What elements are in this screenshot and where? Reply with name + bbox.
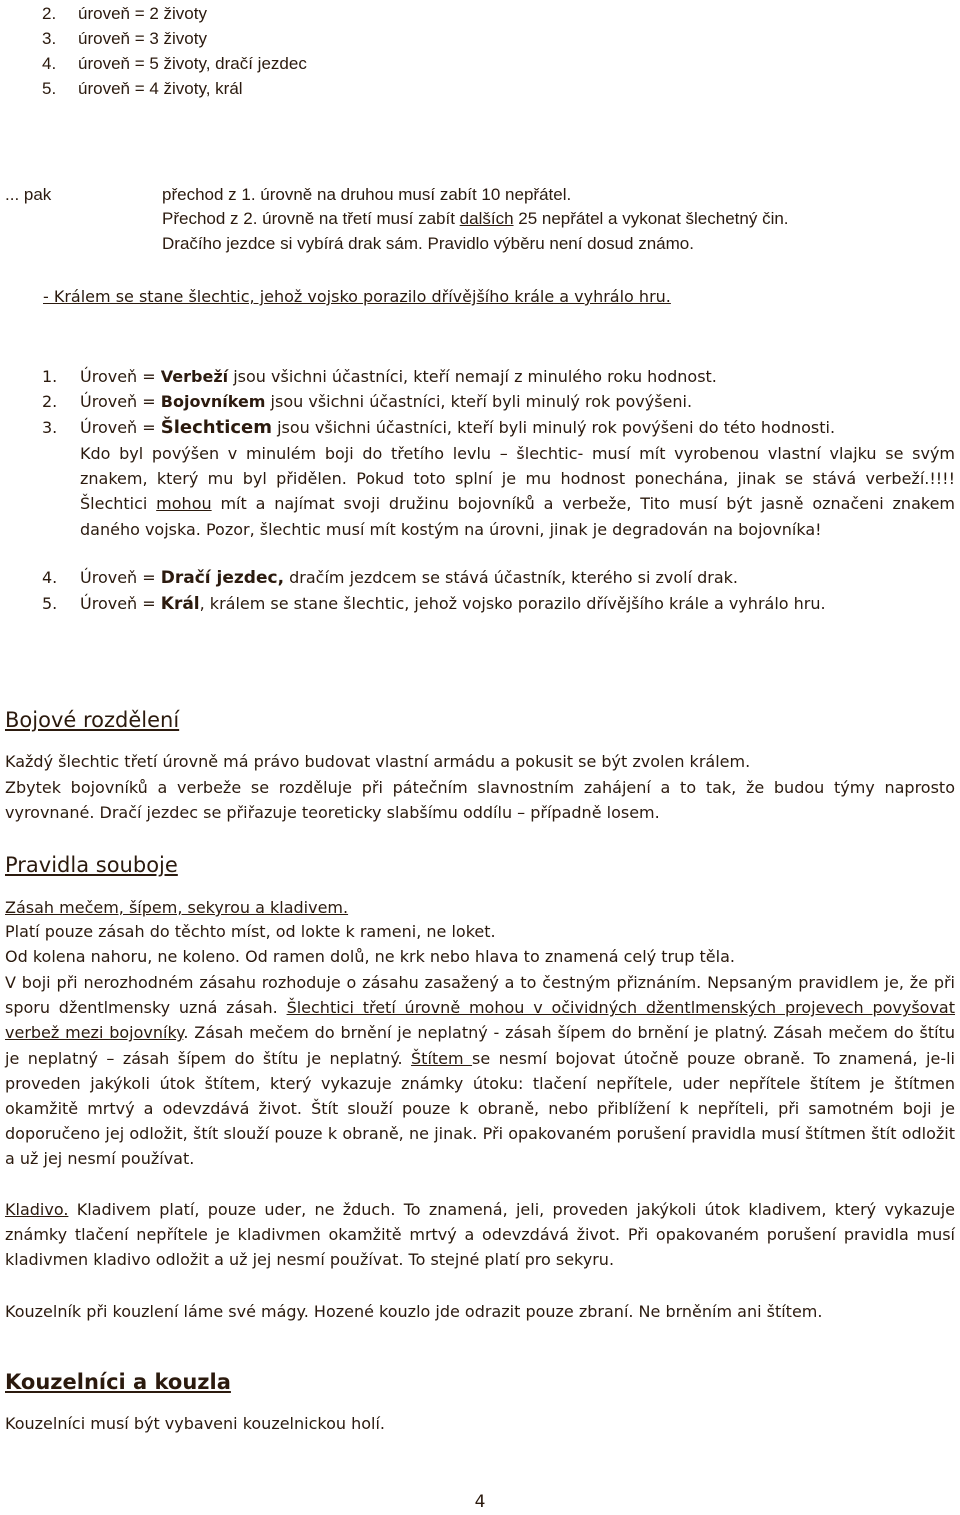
pak-line-3: Dračího jezdce si vybírá drak sám. Pravidlo výběru není dosud známo. bbox=[162, 234, 694, 253]
page-number: 4 bbox=[474, 1492, 486, 1512]
pak-label: ... pak bbox=[5, 185, 52, 204]
duel-line-1: Platí pouze zásah do těchto míst, od lokte k rameni, ne loket. bbox=[5, 922, 496, 941]
document-page: 2. úroveň = 2 životy 3. úroveň = 3 životy 4. úroveň = 5 životy, dračí jezdec 5. úroveň = 4 životy, král ... pak přechod z 1. úrovně na druhou musí zabít 10 nepřátel. Přechod z 2. úrovně na třetí musí zabít dalších 25 nepřátel a vykonat šlechetný čin. Dračího jezdce si vybírá drak sám. Pravidlo výběru není dosud známo. - Králem se stane šlechtic, jehož vojsko porazilo dřívějšího krále a vyhrálo hru. 1. Úroveň = Verbeží jsou všichni účastníci, kteří nemají z minulého roku hodnost. 2. Úroveň = Bojovníkem jsou všichni účastníci, kteří byli minulý rok povýšeni. 3. Úroveň = Šlechticem jsou všichni účastníci, kteří byli minulý rok povýšeni do této hodnosti. Kdo byl povýšen v minulém boji do třetího levlu – šlechtic- musí mít vyrobenou vlastní vlajku se svým znakem, který mu byl přidělen. Pokud toto splní je mu hodnost ponechána, jinak se stává verbeží.!!!! Šlechtici mohou mít a najímat svoji družinu bojovníků a verbeže, Tito musí být jasně označeni znakem daného vojska. Pozor, šlechtic musí mít kostým na úrovni, jinak je degradován na bojovníka! 4. Úroveň = Dračí jezdec, dračím jezdcem se stává účastník, kterého si zvolí drak. 5. Úroveň = Král, králem se stane šlechtic, jehož vojsko porazilo dřívějšího krále a vyhrálo hru. Bojové rozdělení Každý šlechtic třetí úrovně má právo budovat vlastní armádu a pokusit se být zvolen králem. Zbytek bojovníků a verbeže se rozděluje při pátečním slavnostním zahájení a to tak, že budou týmy naprosto vyrovnané. Dračí jezdec se přiřazuje teoreticky slabšímu oddílu – případně losem. Pravidla souboje Zásah mečem, šípem, sekyrou a kladivem. Platí pouze zásah do těchto míst, od lokte k rameni, ne loket. Od kolena nahoru, ne koleno. Od ramen dolů, ne krk nebo hlava to znamená celý trup těla. V boji při nerozhodném zásahu rozhoduje o zásahu zasažený a to čestným přiznáním. Nepsaným pravidlem je, že při sporu džentlmensky uzná zásah. Šlechtici třetí úrovně mohou v očividných džentlmenských projevech povyšovat verbež mezi bojovníky. Zásah mečem do brnění je neplatný - zásah šípem do brnění je platný. Zásah mečem do štítu je neplatný – zásah šípem do štítu je neplatný. Štítem se nesmí bojovat útočně pouze obraně. To znamená, je-li proveden jakýkoli útok štítem, který vykazuje známky útoku: tlačení nepřítele, uder nepřítele štítem je štítmen okamžitě mrtvý a odevzdává život. Štít slouží pouze k obraně, nebo přiblížení k nepříteli, při samotném boji je doporučeno jej odložit, štít slouží pouze k obraně, ne jinak. Při opakovaném porušení pravidla musí štítmen štít odložit a už jej nesmí používat. Kladivo. Kladivem platí, pouze uder, ne žduch. To znamená, jeli, proveden jakýkoli útok kladivem, který vykazuje známky tlačení nepřítele je kladivmen okamžitě mrtvý a odevzdává život. Při opakovaném porušení pravidla musí kladivmen kladivo odložit a už jej nesmí používat. To stejné platí pro sekyru. Kouzelník při kouzlení láme své mágy. Hozené kouzlo jde odrazit pouze zbraní. Ne brněním ani štítem. Kouzelníci a kouzla Kouzelníci musí být vybaveni kouzelnickou holí. 4 bbox=[0, 0, 960, 1515]
duel-paragraph-hammer: Kladivo. Kladivem platí, pouze uder, ne žduch. To znamená, jeli, proveden jakýkoli útok kladivem, který vykazuje známky tlačení nepřítele je kladivmen okamžitě mrtvý a odevzdává život. Při opakovaném porušení pravidla musí kladivmen kladivo odložit a už jej nesmí používat. To stejné platí pro sekyru. bbox=[5, 1200, 955, 1270]
pak-line-1: přechod z 1. úrovně na druhou musí zabít 10 nepřátel. bbox=[162, 185, 572, 204]
section-heading-duel: Pravidla souboje bbox=[5, 853, 178, 877]
pak-line-2: Přechod z 2. úrovně na třetí musí zabít dalších 25 nepřátel a vykonat šlechetný čin. bbox=[162, 209, 789, 228]
hit-title: Zásah mečem, šípem, sekyrou a kladivem. bbox=[5, 898, 349, 917]
duel-paragraph-main: V boji při nerozhodném zásahu rozhoduje o zásahu zasažený a to čestným přiznáním. Nepsaným pravidlem je, že při sporu džentlmensky uzná zásah. Šlechtici třetí úrovně mohou v očividných džentlmenských projevech povyšovat verbež mezi bojovníky. Zásah mečem do brnění je neplatný - zásah šípem do brnění je platný. Zásah mečem do štítu je neplatný – zásah šípem do štítu je neplatný. Štítem se nesmí bojovat útočně pouze obraně. To znamená, je-li proveden jakýkoli útok štítem, který vykazuje známky útoku: tlačení nepřítele, uder nepřítele štítem je štítmen okamžitě mrtvý a odevzdává život. Štít slouží pouze k obraně, nebo přiblížení k nepříteli, při samotném boji je doporučeno jej odložit, štít slouží pouze k obraně, ne jinak. Při opakovaném porušení pravidla musí štítmen štít odložit a už jej nesmí používat. bbox=[5, 973, 956, 1169]
battle-paragraph-2: Zbytek bojovníků a verbeže se rozděluje při pátečním slavnostním zahájení a to tak, že budou týmy naprosto vyrovnané. Dračí jezdec se přiřazuje teoreticky slabšímu oddílu – případně losem. bbox=[5, 778, 955, 823]
magic-line-1: Kouzelníci musí být vybaveni kouzelnickou holí. bbox=[5, 1414, 385, 1433]
rank-3-paragraph: Kdo byl povýšen v minulém boji do třetího levlu – šlechtic- musí mít vyrobenou vlastní vlajku se svým znakem, který mu byl přidělen. Pokud toto splní je mu hodnost ponechána, jinak se stává verbeží.!!!! Šlechtici mohou mít a najímat svoji družinu bojovníků a verbeže, Tito musí být jasně označeni znakem daného vojska. Pozor, šlechtic musí mít kostým na úrovni, jinak je degradován na bojovníka! bbox=[80, 444, 955, 539]
section-heading-magic: Kouzelníci a kouzla bbox=[5, 1370, 231, 1394]
section-heading-battle: Bojové rozdělení bbox=[5, 708, 180, 732]
battle-paragraph-1: Každý šlechtic třetí úrovně má právo budovat vlastní armádu a pokusit se být zvolen králem. bbox=[5, 752, 751, 771]
duel-line-2: Od kolena nahoru, ne koleno. Od ramen dolů, ne krk nebo hlava to znamená celý trup těla. bbox=[5, 947, 735, 966]
duel-line-wizard: Kouzelník při kouzlení láme své mágy. Hozené kouzlo jde odrazit pouze zbraní. Ne brněním ani štítem. bbox=[5, 1302, 823, 1321]
king-rule: - Králem se stane šlechtic, jehož vojsko porazilo dřívějšího krále a vyhrálo hru. bbox=[43, 287, 671, 306]
